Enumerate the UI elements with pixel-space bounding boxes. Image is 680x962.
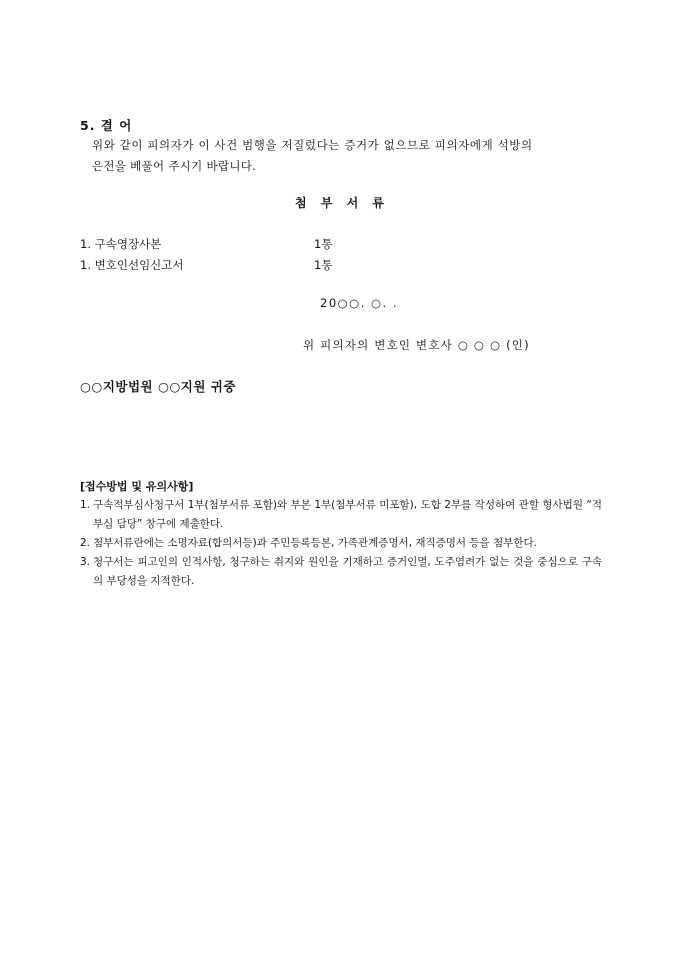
attachment-qty: 1통 [314,258,333,272]
notes-list [80,496,602,591]
conclusion-line-2: 은전을 베풀어 주시기 바랍니다. [92,159,257,173]
note-text: 구속적부심사청구서 1부(첨부서류 포함)와 부본 1부(첨부서류 미포함), 도합 2부를 작성하여 관할 형사법원 “적부심 담당” 창구에 제출한다. [93,499,602,530]
conclusion-paragraph [80,135,605,177]
attachment-name: 1. 구속영장사본 [80,237,162,251]
note-text: 첨부서류란에는 소명자료(합의서등)과 주민등록등본, 가족관계증명서, 재직증명서 등을 첨부한다. [93,537,537,549]
signer-line: 위 피의자의 변호인 변호사 ○ ○ ○ (인) [303,338,530,352]
note-item [80,496,602,534]
attachment-qty: 1통 [314,237,333,251]
note-item [80,553,602,591]
note-number: 1. [80,499,91,511]
court-addressee: ○○지방법원 ○○지원 귀중 [80,379,236,394]
conclusion-line-1: 위와 같이 피의자가 이 사건 범행을 저질렀다는 증거가 없으므로 피의자에게 석방의 [92,138,533,152]
note-text: 청구서는 피고인의 인적사항, 청구하는 취지와 원인을 기재하고 증거인멸, 도주염려가 없는 것을 중심으로 구속의 부당성을 지적한다. [93,556,602,587]
note-number: 3. [80,556,91,568]
note-number: 2. [80,537,91,549]
note-item [80,534,602,553]
section-heading: 5. 결 어 [80,118,133,133]
attachment-name: 1. 변호인선임신고서 [80,258,184,272]
attachments-title: 첨 부 서 류 [295,196,389,210]
notes-title: [접수방법 및 유의사항] [80,480,194,493]
date-line: 20○○. ○. . [320,296,399,310]
